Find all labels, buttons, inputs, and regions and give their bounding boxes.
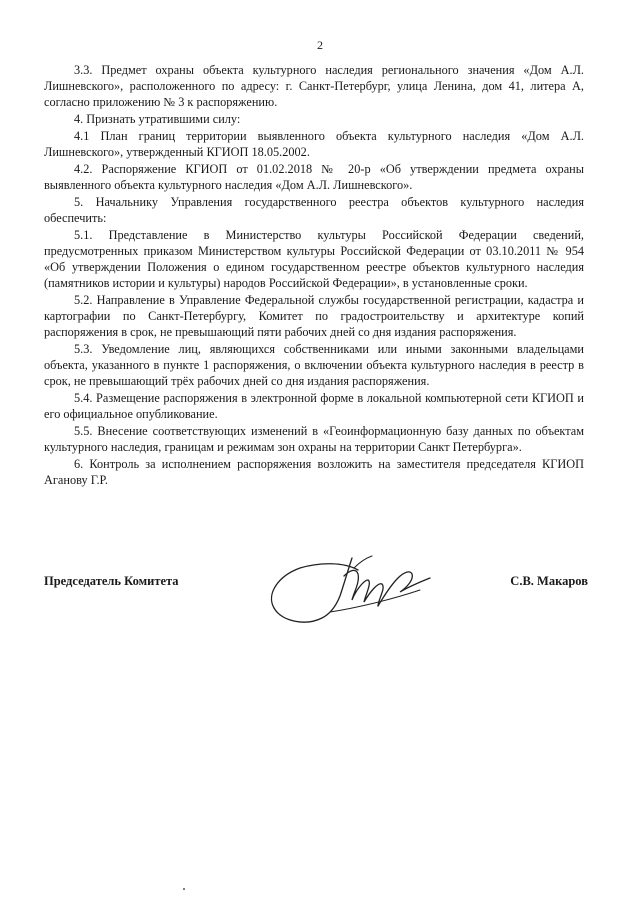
document-body (44, 62, 584, 489)
page-number: 2 (317, 38, 323, 52)
paragraph-4: 4. Признать утратившими силу: (74, 112, 241, 126)
paragraph-6: 6. Контроль за исполнением распоряжения возложить на заместителя председателя КГИОП Аганову Г.Р. (44, 457, 584, 487)
scan-speck (183, 888, 185, 890)
handwritten-signature (260, 540, 440, 640)
paragraph-4-2: 4.2. Распоряжение КГИОП от 01.02.2018 № 20-р «Об утверждении предмета охраны выявленного объекта культурного наследия «Дом А.Л. Лишневского». (44, 162, 584, 192)
paragraph-5: 5. Начальнику Управления государственного реестра объектов культурного наследия обеспечить: (44, 195, 584, 225)
paragraph-5-3: 5.3. Уведомление лиц, являющихся собственниками или иными законными владельцами объекта, указанного в пункте 1 распоряжения, о включении объекта культурного наследия в реестр в срок, не превышающий трёх рабочих дней со дня издания распоряжения. (44, 342, 584, 388)
paragraph-5-4: 5.4. Размещение распоряжения в электронной форме в локальной компьютерной сети КГИОП и его официальное опубликование. (44, 391, 584, 421)
paragraph-5-5: 5.5. Внесение соответствующих изменений в «Геоинформационную базу данных по объектам культурного наследия, границам и режимам зон охраны на территории Санкт Петербурга». (44, 424, 584, 454)
paragraph-5-2: 5.2. Направление в Управление Федеральной службы государственной регистрации, кадастра и картографии по Санкт-Петербургу, Комитет по градостроительству и архитектуре копий распоряжения в срок, не превышающий пяти рабочих дней со дня издания распоряжения. (44, 293, 584, 339)
signer-title: Председатель Комитета (44, 574, 179, 588)
signature-block (44, 540, 588, 650)
paragraph-3-3: 3.3. Предмет охраны объекта культурного наследия регионального значения «Дом А.Л. Лишневского», расположенного по адресу: г. Санкт-Петербург, улица Ленина, дом 41, литера А, согласно приложению № 3 к распоряжению. (44, 63, 584, 109)
paragraph-5-1: 5.1. Представление в Министерство культуры Российской Федерации сведений, предусмотренных приказом Министерством культуры Российской Федерации от 03.10.2011 № 954 «Об утверждении Положения о едином государственном реестре объектов культурного наследия (памятников истории и культуры) народов Российской Федерации», в установленные сроки. (44, 228, 584, 290)
signer-name: С.В. Макаров (510, 574, 588, 588)
paragraph-4-1: 4.1 План границ территории выявленного объекта культурного наследия «Дом А.Л. Лишневского», утвержденный КГИОП 18.05.2002. (44, 129, 584, 159)
